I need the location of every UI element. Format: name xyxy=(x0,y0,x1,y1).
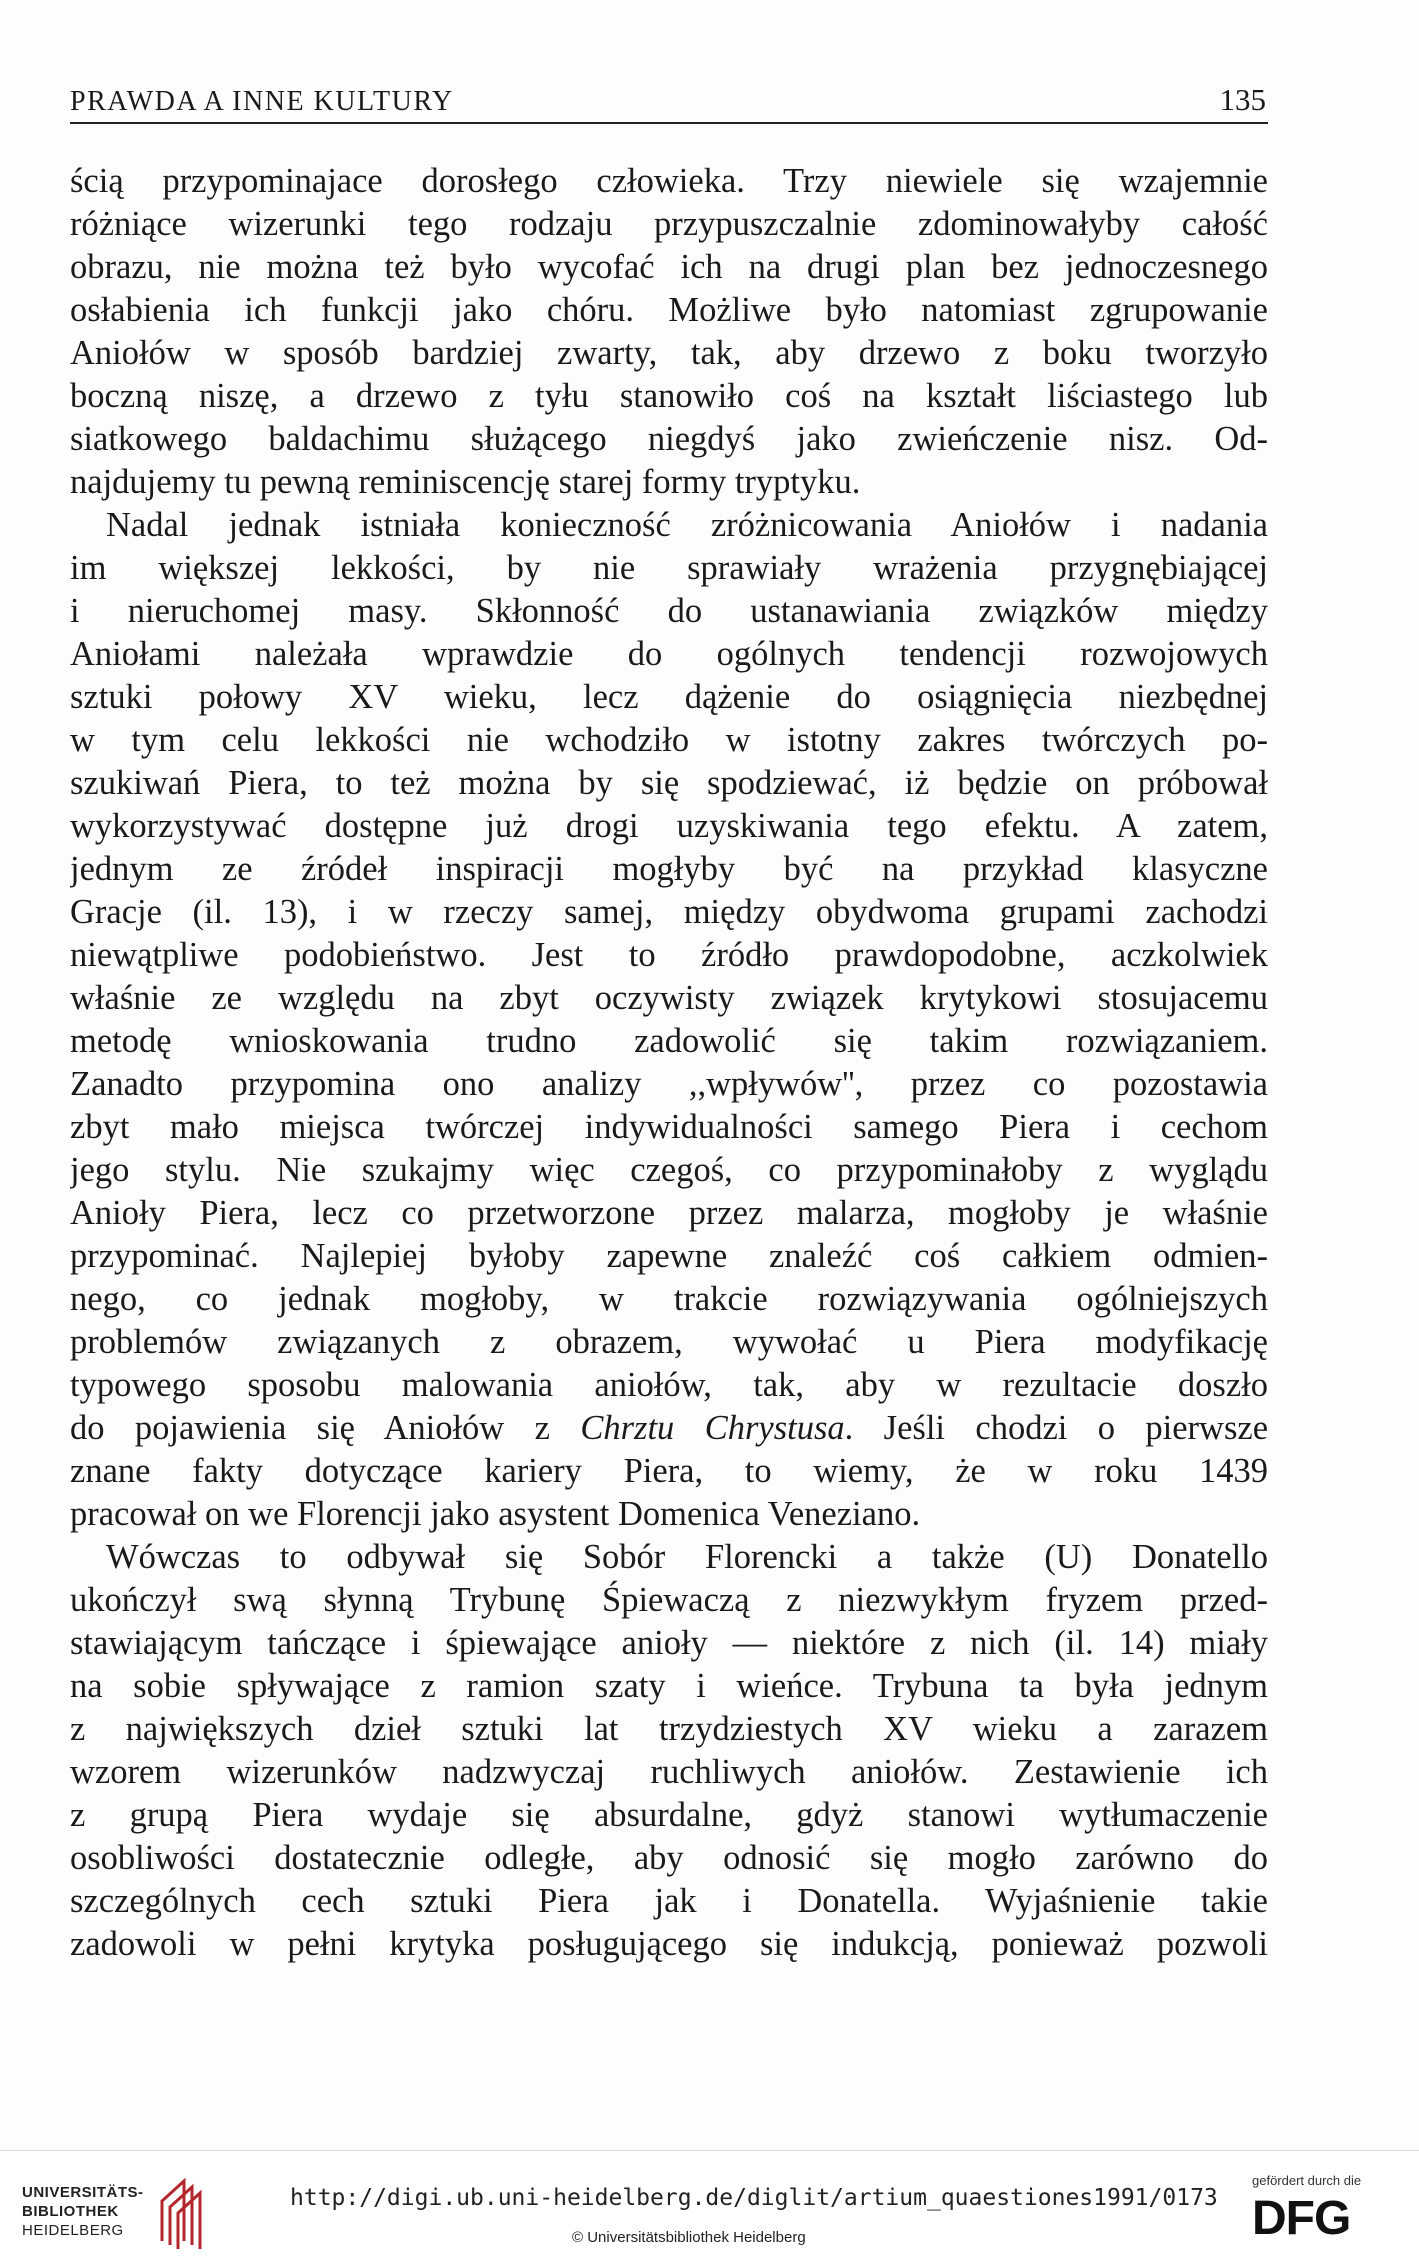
viewer-footer xyxy=(0,2150,1419,2264)
permalink[interactable]: http://digi.ub.uni-heidelberg.de/diglit/artium_quaestiones1991/0173 xyxy=(290,2185,1218,2211)
library-name-line: UNIVERSITÄTS- xyxy=(22,2184,144,2201)
page-number: 135 xyxy=(1219,82,1266,117)
text-line: różniące wizerunki tego rodzaju przypuszczalnie zdominowałyby całość xyxy=(70,205,1268,243)
text-line: z największych dzieł sztuki lat trzydziestych XV wieku a zarazem xyxy=(70,1710,1268,1748)
dfg-caption: gefördert durch die xyxy=(1252,2173,1362,2188)
dfg-logo[interactable] xyxy=(1252,2173,1402,2253)
text-line: osobliwości dostatecznie odległe, aby odnosić się mogło zarówno do xyxy=(70,1839,1268,1877)
text-line: niewątpliwe podobieństwo. Jest to źródło prawdopodobne, aczkolwiek xyxy=(70,936,1268,974)
running-head xyxy=(70,78,1268,124)
text-line: zadowoli w pełni krytyka posługującego się indukcją, ponieważ pozwoli xyxy=(70,1925,1268,1963)
artwork-title: Chrztu Chrystusa xyxy=(580,1409,845,1447)
text-line: Wówczas to odbywał się Sobór Florencki a także (U) Donatello xyxy=(106,1538,1268,1576)
copyright-notice: © Universitätsbibliothek Heidelberg xyxy=(572,2229,806,2246)
text-line: szczególnych cech sztuki Piera jak i Donatella. Wyjaśnienie takie xyxy=(70,1882,1268,1920)
text-line: Anioły Piera, lecz co przetworzone przez malarza, mogłoby je właśnie xyxy=(70,1194,1268,1232)
text-line: ukończył swą słynną Trybunę Śpiewaczą z niezwykłym fryzem przed- xyxy=(70,1581,1268,1619)
text-line: przypominać. Najlepiej byłoby zapewne znaleźć coś całkiem odmien- xyxy=(70,1237,1268,1275)
library-logo[interactable] xyxy=(22,2171,222,2251)
text-line: typowego sposobu malowania aniołów, tak, aby w rezultacie doszło xyxy=(70,1366,1268,1404)
text-line: obrazu, nie można też było wycofać ich na drugi plan bez jednoczesnego xyxy=(70,248,1268,286)
running-title: PRAWDA A INNE KULTURY xyxy=(70,86,454,117)
text-line: problemów związanych z obrazem, wywołać u Piera modyfikację xyxy=(70,1323,1268,1361)
text-line: jednym ze źródeł inspiracji mogłyby być na przykład klasyczne xyxy=(70,850,1268,888)
body-text xyxy=(70,160,1268,1966)
text-line: stawiającym tańczące i śpiewające anioły — niektóre z nich (il. 14) miały xyxy=(70,1624,1268,1662)
text-line: siatkowego baldachimu służącego niegdyś jako zwieńczenie nisz. Od- xyxy=(70,420,1268,458)
library-name-line: HEIDELBERG xyxy=(22,2222,124,2239)
text-line: zbyt mało miejsca twórczej indywidualności samego Piera i cechom xyxy=(70,1108,1268,1146)
text-line: jego stylu. Nie szukajmy więc czegoś, co przypominałoby z wyglądu xyxy=(70,1151,1268,1189)
text-line: Aniołów w sposób bardziej zwarty, tak, aby drzewo z boku tworzyło xyxy=(70,334,1268,372)
library-emblem-icon xyxy=(154,2171,214,2251)
text-line: Zanadto przypomina ono analizy ,,wpływów'', przez co pozostawia xyxy=(70,1065,1268,1103)
text-line: w tym celu lekkości nie wchodziło w istotny zakres twórczych po- xyxy=(70,721,1268,759)
text-line: boczną niszę, a drzewo z tyłu stanowiło coś na kształt liściastego lub xyxy=(70,377,1268,415)
text-line: osłabienia ich funkcji jako chóru. Możliwe było natomiast zgrupowanie xyxy=(70,291,1268,329)
text-line: znane fakty dotyczące kariery Piera, to wiemy, że w roku 1439 xyxy=(70,1452,1268,1490)
text-line: nego, co jednak mogłoby, w trakcie rozwiązywania ogólniejszych xyxy=(70,1280,1268,1318)
text-line: do pojawienia się Aniołów z Chrztu Chrystusa. Jeśli chodzi o pierwsze xyxy=(70,1409,1268,1447)
text-line: szukiwań Piera, to też można by się spodziewać, iż będzie on próbował xyxy=(70,764,1268,802)
library-name-line: BIBLIOTHEK xyxy=(22,2203,119,2220)
text-line: Gracje (il. 13), i w rzeczy samej, między obydwoma grupami zachodzi xyxy=(70,893,1268,931)
text-line: metodę wnioskowania trudno zadowolić się takim rozwiązaniem. xyxy=(70,1022,1268,1060)
text-line: im większej lekkości, by nie sprawiały wrażenia przygnębiającej xyxy=(70,549,1268,587)
text-line: i nieruchomej masy. Skłonność do ustanawiania związków między xyxy=(70,592,1268,630)
library-name xyxy=(22,2183,144,2240)
text-line: sztuki połowy XV wieku, lecz dążenie do osiągnięcia niezbędnej xyxy=(70,678,1268,716)
text-line: wykorzystywać dostępne już drogi uzyskiwania tego efektu. A zatem, xyxy=(70,807,1268,845)
text-line: Nadal jednak istniała konieczność zróżnicowania Aniołów i nadania xyxy=(106,506,1268,544)
text-line: wzorem wizerunków nadzwyczaj ruchliwych aniołów. Zestawienie ich xyxy=(70,1753,1268,1791)
text-line: Aniołami należała wprawdzie do ogólnych tendencji rozwojowych xyxy=(70,635,1268,673)
text-line: najdujemy tu pewną reminiscencję starej formy tryptyku. xyxy=(70,463,861,501)
text-line: z grupą Piera wydaje się absurdalne, gdyż stanowi wytłumaczenie xyxy=(70,1796,1268,1834)
dfg-wordmark: DFG xyxy=(1252,2192,1351,2245)
text-line: właśnie ze względu na zbyt oczywisty związek krytykowi stosujacemu xyxy=(70,979,1268,1017)
text-line: pracował on we Florencji jako asystent Domenica Veneziano. xyxy=(70,1495,921,1533)
text-line: ścią przypominajace dorosłego człowieka. Trzy niewiele się wzajemnie xyxy=(70,162,1268,200)
text-line: na sobie spływające z ramion szaty i wieńce. Trybuna ta była jednym xyxy=(70,1667,1268,1705)
